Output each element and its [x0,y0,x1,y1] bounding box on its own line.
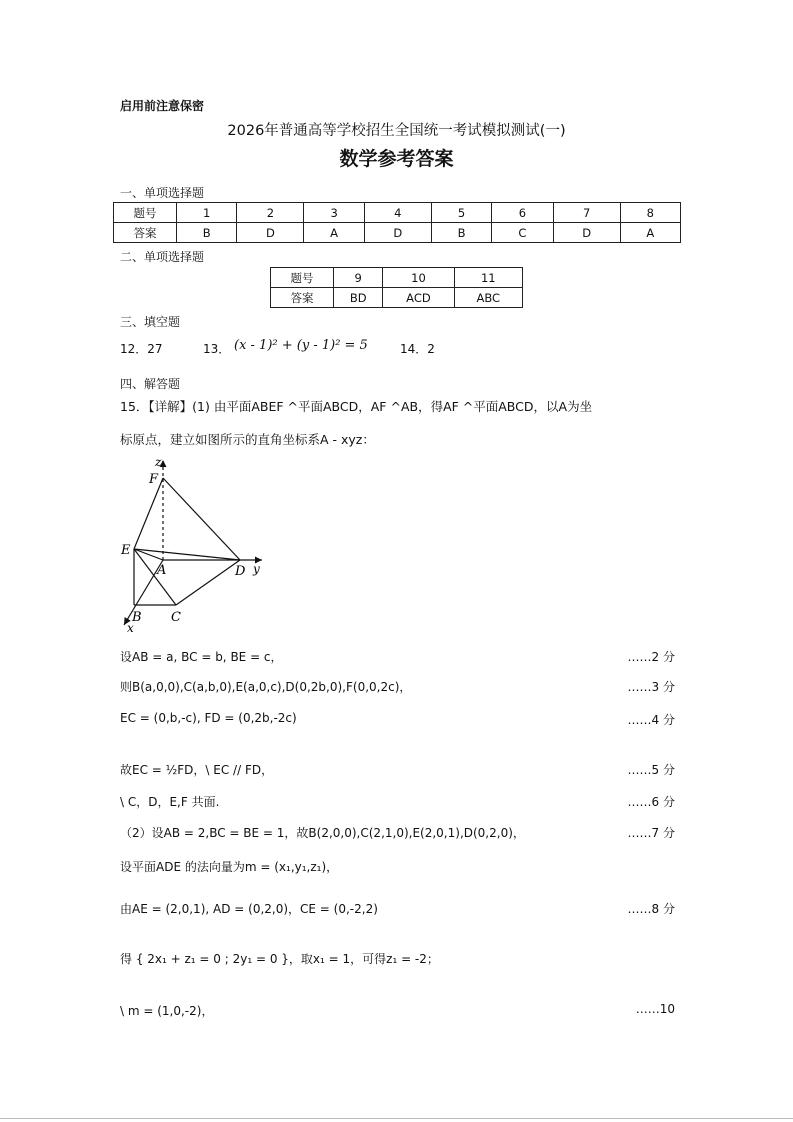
score-mark: ……10 [635,1002,675,1016]
label-C: C [171,610,181,625]
score-mark: ……2 分 [627,650,675,664]
table-cell: 9 [334,268,383,288]
table-cell: 6 [492,203,553,223]
label-z: z [155,455,162,469]
answer-q14: 14．2 [400,342,435,356]
label-F: F [149,472,159,487]
coordinate-figure [112,452,282,634]
row-label: 题号 [114,203,177,223]
table-cell: 2 [237,203,304,223]
score-mark: ……3 分 [627,680,675,694]
score-mark: ……5 分 [627,763,675,777]
label-y: y [253,562,260,576]
section-heading-fill-blank: 三、填空题 [120,315,181,329]
table-cell: D [553,223,620,243]
answer-q13-label: 13． [203,342,231,356]
solution-line: 故EC = ½FD，\ EC // FD， [120,763,274,777]
table-cell: A [620,223,680,243]
score-mark: ……8 分 [627,902,675,916]
solution-line: 由AE = (2,0,1), AD = (0,2,0)，CE = (0,-2,2) [120,902,378,916]
exam-title: 2026年普通高等学校招生全国统一考试模拟测试(一) [227,123,566,139]
table-cell: 1 [177,203,237,223]
solution-15-intro: 15．【详解】(1) 由平面ABEF ^平面ABCD，AF ^AB，得AF ^平面ABCD，以A为坐 [120,399,593,414]
table-row [271,288,523,308]
answer-table-1 [113,202,681,243]
solution-line: \ m = (1,0,-2)， [120,1004,214,1018]
score-mark: ……7 分 [627,826,675,840]
table-cell: 10 [383,268,454,288]
table-cell: 11 [454,268,522,288]
label-D: D [235,564,246,579]
table-row [114,223,681,243]
section-heading-multi-choice: 二、单项选择题 [120,250,205,264]
table-cell: 3 [304,203,364,223]
table-cell: B [431,223,491,243]
table-cell: 4 [364,203,431,223]
solution-line: 设平面ADE 的法向量为m = (x₁,y₁,z₁)， [120,860,339,874]
table-cell: ABC [454,288,522,308]
edge-CD [176,560,240,605]
label-B: B [132,610,142,625]
confidential-notice: 启用前注意保密 [120,99,205,113]
row-label: 答案 [271,288,334,308]
solution-line: 设AB = a, BC = b, BE = c， [120,650,283,664]
answer-table-2 [270,267,523,308]
row-label: 题号 [271,268,334,288]
table-row [271,268,523,288]
solution-line: （2）设AB = 2,BC = BE = 1，故B(2,0,0),C(2,1,0),E(2,0,1),D(0,2,0)， [120,826,525,840]
table-cell: D [237,223,304,243]
edge-FD [163,478,240,560]
table-cell: D [364,223,431,243]
table-cell: A [304,223,364,243]
page-bottom-divider [0,1118,793,1119]
edge-FE [134,478,163,549]
section-heading-solutions: 四、解答题 [120,377,181,391]
document-title: 数学参考答案 [339,148,454,170]
answer-q13-equation: (x - 1)² + (y - 1)² = 5 [234,338,368,353]
table-cell: C [492,223,553,243]
table-cell: BD [334,288,383,308]
solution-15-coordinate-setup: 标原点，建立如图所示的直角坐标系A - xyz： [120,432,375,447]
table-cell: 5 [431,203,491,223]
solution-line: \ C，D，E,F 共面. [120,795,220,809]
score-mark: ……4 分 [627,713,675,727]
table-row [114,203,681,223]
label-E: E [121,543,131,558]
label-A: A [157,563,167,578]
score-mark: ……6 分 [627,795,675,809]
section-heading-single-choice: 一、单项选择题 [120,186,205,200]
solution-line: 得 { 2x₁ + z₁ = 0 ; 2y₁ = 0 }，取x₁ = 1，可得z₁ = -2； [120,952,439,966]
solution-line: EC = (0,b,-c), FD = (0,2b,-2c) [120,711,297,725]
label-x: x [127,621,134,634]
table-cell: 7 [553,203,620,223]
table-cell: 8 [620,203,680,223]
row-label: 答案 [114,223,177,243]
solution-line: 则B(a,0,0),C(a,b,0),E(a,0,c),D(0,2b,0),F(0,0,2c)， [120,680,412,694]
table-cell: B [177,223,237,243]
answer-q12: 12．27 [120,342,163,356]
table-cell: ACD [383,288,454,308]
